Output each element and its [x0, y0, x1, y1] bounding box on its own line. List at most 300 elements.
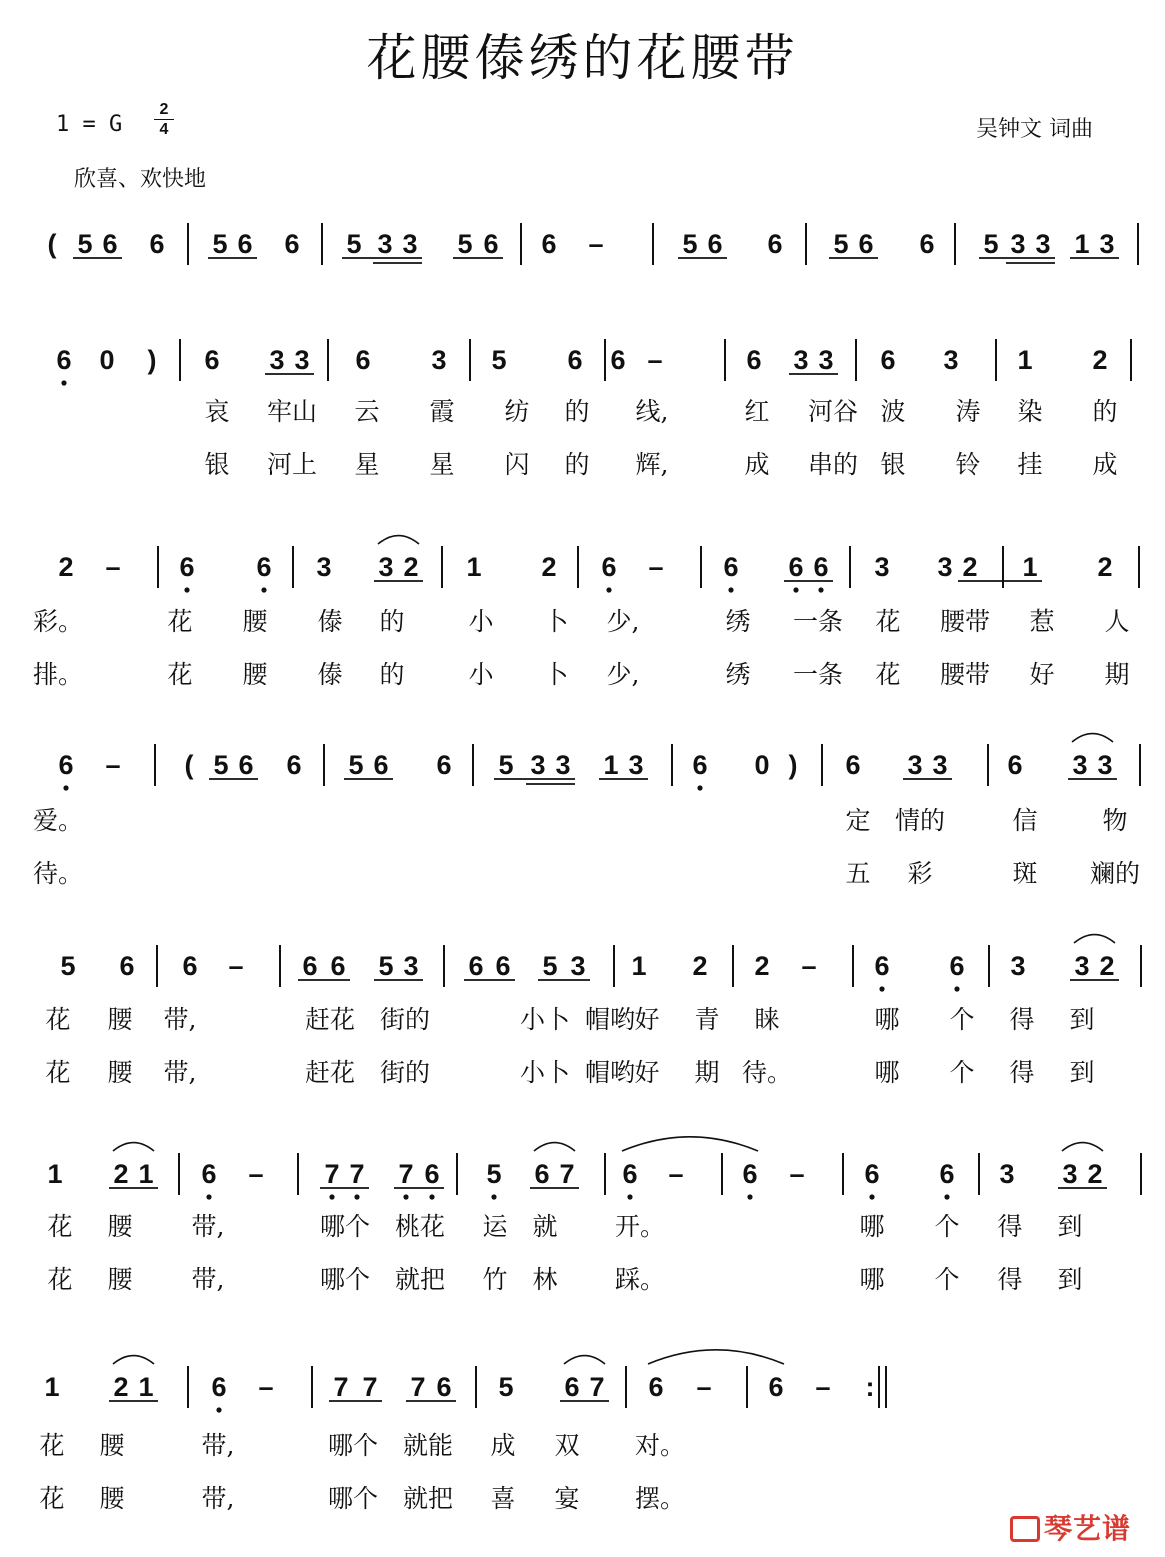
lyric-syllable: 就把 — [402, 1484, 454, 1513]
jianpu-note: 5 — [212, 229, 228, 259]
jianpu-note: 0 — [99, 345, 115, 375]
jianpu-note: 3 — [403, 951, 419, 981]
lyric-syllable: 闪 — [504, 450, 530, 479]
jianpu-note: 6 — [119, 951, 135, 981]
lyric-syllable: 卜 — [543, 660, 569, 689]
jianpu-note: 6 — [919, 229, 935, 259]
lyric-syllable: 腰带 — [939, 607, 991, 636]
jianpu-note: 3 — [1010, 229, 1026, 259]
octave-dot — [627, 1194, 632, 1199]
jianpu-note: 6 — [495, 951, 511, 981]
octave-dot — [184, 587, 189, 592]
slur-arc — [378, 536, 419, 544]
jianpu-note: 1 — [138, 1372, 154, 1402]
jianpu-note: 2 — [962, 552, 978, 582]
lyric-syllable: 腰 — [242, 660, 268, 689]
jianpu-note: 6 — [373, 750, 389, 780]
lyric-syllable: 得 — [997, 1212, 1023, 1241]
jianpu-note: 6 — [182, 951, 198, 981]
jianpu-note: 2 — [113, 1372, 129, 1402]
jianpu-note: 1 — [47, 1159, 63, 1189]
lyric-syllable: 个 — [949, 1058, 975, 1087]
jianpu-note: 6 — [874, 951, 890, 981]
lyric-syllable: 哪个 — [327, 1431, 379, 1460]
octave-dot — [403, 1194, 408, 1199]
lyric-syllable: 小 — [468, 607, 494, 636]
jianpu-note: 6 — [284, 229, 300, 259]
lyric-syllable: 波 — [880, 397, 906, 426]
lyric-syllable: 排。 — [32, 660, 84, 689]
jianpu-note: 6 — [179, 552, 195, 582]
author-credit: 吴钟文 词曲 — [976, 117, 1093, 142]
jianpu-note: 6 — [949, 951, 965, 981]
lyric-syllable: 期 — [1104, 660, 1130, 689]
jianpu-note: 6 — [541, 229, 557, 259]
jianpu-note: 5 — [498, 750, 514, 780]
lyric-syllable: 情的 — [894, 806, 946, 835]
octave-dot — [206, 1194, 211, 1199]
lyric-syllable: 花 — [39, 1484, 65, 1513]
lyric-syllable: 彩。 — [32, 607, 84, 636]
lyric-syllable: 人 — [1104, 607, 1130, 636]
lyric-syllable: 绣 — [725, 607, 751, 636]
lyric-syllable: 斑 — [1012, 859, 1038, 888]
lyric-syllable: 少, — [606, 607, 640, 636]
jianpu-note: 2 — [754, 951, 770, 981]
jianpu-note: 1 — [138, 1159, 154, 1189]
jianpu-note: 7 — [410, 1372, 426, 1402]
jianpu-note: 1 — [44, 1372, 60, 1402]
lyric-syllable: 花 — [47, 1212, 73, 1241]
jianpu-note: ) — [147, 345, 157, 375]
watermark-logo — [1010, 1507, 1131, 1547]
jianpu-note: 3 — [1062, 1159, 1078, 1189]
lyric-syllable: 爱。 — [32, 806, 84, 835]
lyric-syllable: 街的 — [379, 1058, 431, 1087]
lyric-syllable: 街的 — [379, 1005, 431, 1034]
lyric-syllable: 待。 — [741, 1058, 793, 1087]
time-signature-top: 2 — [159, 101, 169, 118]
lyric-syllable: 牢山 — [266, 397, 318, 426]
lyric-syllable: 花 — [45, 1005, 71, 1034]
jianpu-note: 6 — [880, 345, 896, 375]
jianpu-note: 1 — [1022, 552, 1038, 582]
jianpu-note: 3 — [1010, 951, 1026, 981]
lyric-syllable: 帽哟 — [584, 1058, 636, 1087]
lyric-syllable: 傣 — [317, 607, 343, 636]
jianpu-note: 3 — [402, 229, 418, 259]
lyric-syllable: 花 — [47, 1265, 73, 1294]
octave-dot — [63, 785, 68, 790]
jianpu-note: 7 — [559, 1159, 575, 1189]
octave-dot — [606, 587, 611, 592]
lyric-syllable: 花 — [875, 607, 901, 636]
jianpu-note: 2 — [58, 552, 74, 582]
lyric-syllable: 腰 — [107, 1212, 133, 1241]
jianpu-note: 1 — [1017, 345, 1033, 375]
jianpu-note: 6 — [768, 1372, 784, 1402]
lyric-syllable: 五 — [845, 859, 871, 888]
lyric-syllable: 得 — [1009, 1058, 1035, 1087]
jianpu-note: 6 — [238, 750, 254, 780]
lyric-syllable: 的 — [379, 607, 405, 636]
jianpu-note: 7 — [324, 1159, 340, 1189]
jianpu-note: 6 — [707, 229, 723, 259]
jianpu-note: – — [228, 951, 244, 981]
octave-dot — [491, 1194, 496, 1199]
lyric-syllable: 哪 — [859, 1212, 885, 1241]
lyric-syllable: 一条 — [792, 660, 844, 689]
lyric-syllable: 云 — [354, 397, 380, 426]
octave-dot — [329, 1194, 334, 1199]
jianpu-note: 6 — [424, 1159, 440, 1189]
logo-icon — [1010, 1516, 1040, 1542]
jianpu-note: 0 — [754, 750, 770, 780]
octave-dot — [697, 785, 702, 790]
lyric-syllable: 好 — [634, 1005, 660, 1034]
jianpu-note: 3 — [943, 345, 959, 375]
lyric-syllable: 挂 — [1017, 450, 1043, 479]
song-title: 花腰傣绣的花腰带 — [366, 29, 799, 87]
jianpu-note: – — [258, 1372, 274, 1402]
jianpu-note: 2 — [1087, 1159, 1103, 1189]
jianpu-note: 6 — [746, 345, 762, 375]
jianpu-note: 3 — [1035, 229, 1051, 259]
jianpu-note: 3 — [999, 1159, 1015, 1189]
lyric-syllable: 花 — [167, 607, 193, 636]
jianpu-note: 7 — [362, 1372, 378, 1402]
jianpu-note: 5 — [378, 951, 394, 981]
jianpu-note: 6 — [436, 1372, 452, 1402]
jianpu-note: 6 — [742, 1159, 758, 1189]
jianpu-note: 3 — [431, 345, 447, 375]
jianpu-note: – — [801, 951, 817, 981]
jianpu-note: 1 — [466, 552, 482, 582]
lyric-syllable: 得 — [997, 1265, 1023, 1294]
slur-arc — [1074, 935, 1115, 943]
jianpu-note: 6 — [483, 229, 499, 259]
jianpu-note: – — [105, 552, 121, 582]
lyric-syllable: 串的 — [807, 450, 859, 479]
jianpu-note: 5 — [346, 229, 362, 259]
jianpu-note: 6 — [622, 1159, 638, 1189]
lyric-syllable: 哪个 — [319, 1212, 371, 1241]
jianpu-note: 3 — [628, 750, 644, 780]
jianpu-note: 5 — [833, 229, 849, 259]
lyric-syllable: 待。 — [32, 859, 84, 888]
lyric-syllable: 好 — [1029, 660, 1055, 689]
lyric-syllable: 铃 — [955, 450, 981, 479]
jianpu-note: 3 — [378, 552, 394, 582]
lyric-syllable: 星 — [429, 450, 455, 479]
lyric-syllable: 傣 — [317, 660, 343, 689]
jianpu-note: 3 — [1097, 750, 1113, 780]
key-signature: 1 = G — [56, 112, 123, 137]
jianpu-note: 2 — [113, 1159, 129, 1189]
lyric-syllable: 青 — [694, 1005, 720, 1034]
jianpu-note: 3 — [555, 750, 571, 780]
lyric-syllable: 小卜 — [519, 1005, 571, 1034]
lyric-syllable: 花 — [39, 1431, 65, 1460]
lyric-syllable: 得 — [1009, 1005, 1035, 1034]
lyric-syllable: 腰 — [242, 607, 268, 636]
lyric-syllable: 腰带 — [939, 660, 991, 689]
jianpu-note: 3 — [1074, 951, 1090, 981]
octave-dot — [261, 587, 266, 592]
jianpu-note: 6 — [864, 1159, 880, 1189]
jianpu-note: 6 — [567, 345, 583, 375]
lyric-syllable: 哪个 — [327, 1484, 379, 1513]
jianpu-note: ) — [788, 750, 798, 780]
lyric-syllable: 哀 — [204, 397, 230, 426]
lyric-syllable: 到 — [1057, 1212, 1083, 1241]
lyric-syllable: 林 — [532, 1265, 558, 1294]
jianpu-note: 6 — [211, 1372, 227, 1402]
lyric-syllable: 花 — [875, 660, 901, 689]
jianpu-note: 6 — [256, 552, 272, 582]
jianpu-note: 1 — [1074, 229, 1090, 259]
lyric-syllable: 腰 — [99, 1484, 125, 1513]
jianpu-note: 5 — [491, 345, 507, 375]
time-signature-bottom: 4 — [159, 121, 169, 138]
jianpu-note: 5 — [682, 229, 698, 259]
jianpu-note: 2 — [1097, 552, 1113, 582]
jianpu-note: – — [588, 229, 604, 259]
lyric-syllable: 个 — [934, 1265, 960, 1294]
jianpu-note: 6 — [56, 345, 72, 375]
lyric-syllable: 腰 — [107, 1005, 133, 1034]
jianpu-note: 2 — [541, 552, 557, 582]
jianpu-note: 7 — [398, 1159, 414, 1189]
jianpu-note: 2 — [1099, 951, 1115, 981]
lyric-syllable: 期 — [694, 1058, 720, 1087]
lyric-syllable: 好 — [634, 1058, 660, 1087]
octave-dot — [728, 587, 733, 592]
lyric-syllable: 腰 — [99, 1431, 125, 1460]
jianpu-note: 6 — [939, 1159, 955, 1189]
jianpu-note: 5 — [213, 750, 229, 780]
octave-dot — [429, 1194, 434, 1199]
jianpu-note: 6 — [1007, 750, 1023, 780]
lyric-syllable: 红 — [744, 397, 770, 426]
lyric-syllable: 哪 — [859, 1265, 885, 1294]
lyric-syllable: 到 — [1069, 1058, 1095, 1087]
jianpu-note: – — [815, 1372, 831, 1402]
jianpu-note: 6 — [564, 1372, 580, 1402]
slur-arc — [564, 1356, 605, 1364]
lyric-syllable: 惹 — [1029, 607, 1055, 636]
lyric-syllable: 赶花 — [304, 1058, 356, 1087]
lyric-syllable: 花 — [167, 660, 193, 689]
lyric-syllable: 腰 — [107, 1265, 133, 1294]
jianpu-note: 5 — [348, 750, 364, 780]
slur-arc — [113, 1356, 154, 1364]
lyric-syllable: 踩。 — [614, 1265, 666, 1294]
lyric-syllable: 物 — [1102, 806, 1128, 835]
lyric-syllable: 喜 — [490, 1484, 516, 1513]
jianpu-note: – — [696, 1372, 712, 1402]
lyric-syllable: 信 — [1012, 806, 1038, 835]
jianpu-note: 5 — [498, 1372, 514, 1402]
jianpu-note: 6 — [601, 552, 617, 582]
octave-dot — [869, 1194, 874, 1199]
jianpu-note: 3 — [874, 552, 890, 582]
lyric-syllable: 小卜 — [519, 1058, 571, 1087]
jianpu-note: 1 — [631, 951, 647, 981]
slur-arc — [534, 1143, 575, 1151]
lyric-syllable: 涛 — [955, 397, 981, 426]
slur-arc — [622, 1137, 758, 1151]
jianpu-note: 6 — [468, 951, 484, 981]
octave-dot — [944, 1194, 949, 1199]
lyric-syllable: 线, — [635, 397, 669, 426]
jianpu-note: 6 — [692, 750, 708, 780]
jianpu-note: 6 — [534, 1159, 550, 1189]
jianpu-note: 5 — [77, 229, 93, 259]
lyric-syllable: 带, — [191, 1265, 225, 1294]
lyric-syllable: 辉, — [635, 450, 669, 479]
jianpu-note: – — [648, 552, 664, 582]
jianpu-note: 6 — [436, 750, 452, 780]
jianpu-note: 6 — [610, 345, 626, 375]
lyric-syllable: 成 — [744, 450, 770, 479]
octave-dot — [818, 587, 823, 592]
lyric-syllable: 的 — [1092, 397, 1118, 426]
lyric-syllable: 定 — [845, 806, 871, 835]
lyric-syllable: 运 — [482, 1212, 508, 1241]
lyric-syllable: 就能 — [402, 1431, 454, 1460]
lyric-syllable: 霞 — [429, 397, 455, 426]
jianpu-note: 3 — [932, 750, 948, 780]
watermark-text: 琴艺谱 — [1044, 1512, 1132, 1545]
lyric-syllable: 哪个 — [319, 1265, 371, 1294]
lyric-syllable: 桃花 — [394, 1212, 446, 1241]
jianpu-note: 6 — [204, 345, 220, 375]
slur-arc — [113, 1143, 154, 1151]
jianpu-note: 6 — [767, 229, 783, 259]
lyric-syllable: 腰 — [107, 1058, 133, 1087]
jianpu-note: ( — [47, 229, 57, 259]
octave-dot — [793, 587, 798, 592]
lyric-syllable: 纺 — [504, 397, 530, 426]
tempo-marking: 欣喜、欢快地 — [74, 167, 207, 192]
jianpu-note: 6 — [149, 229, 165, 259]
lyric-syllable: 星 — [354, 450, 380, 479]
lyric-syllable: 到 — [1057, 1265, 1083, 1294]
jianpu-note: : — [865, 1372, 875, 1402]
lyric-syllable: 带, — [201, 1431, 235, 1460]
jianpu-note: 3 — [269, 345, 285, 375]
jianpu-note: 6 — [813, 552, 829, 582]
lyric-syllable: 哪 — [874, 1005, 900, 1034]
lyric-syllable: 竹 — [482, 1265, 508, 1294]
jianpu-note: 6 — [286, 750, 302, 780]
jianpu-note: 3 — [316, 552, 332, 582]
jianpu-note: – — [248, 1159, 264, 1189]
jianpu-note: 6 — [302, 951, 318, 981]
lyric-syllable: 对。 — [634, 1431, 686, 1460]
lyric-syllable: 双 — [554, 1431, 580, 1460]
lyric-syllable: 带, — [191, 1212, 225, 1241]
lyric-syllable: 到 — [1069, 1005, 1095, 1034]
jianpu-note: 6 — [201, 1159, 217, 1189]
jianpu-note: – — [105, 750, 121, 780]
lyric-syllable: 宴 — [554, 1484, 580, 1513]
jianpu-note: 5 — [486, 1159, 502, 1189]
lyric-syllable: 个 — [934, 1212, 960, 1241]
jianpu-note: 6 — [788, 552, 804, 582]
jianpu-note: 2 — [1092, 345, 1108, 375]
jianpu-note: 3 — [907, 750, 923, 780]
jianpu-note: 6 — [648, 1372, 664, 1402]
lyric-syllable: 河上 — [266, 450, 318, 479]
octave-dot — [879, 986, 884, 991]
lyric-syllable: 带, — [163, 1058, 197, 1087]
jianpu-note: 6 — [355, 345, 371, 375]
jianpu-note: 7 — [349, 1159, 365, 1189]
octave-dot — [61, 380, 66, 385]
lyric-syllable: 开。 — [614, 1212, 666, 1241]
jianpu-note: 1 — [603, 750, 619, 780]
jianpu-note: 3 — [530, 750, 546, 780]
jianpu-note: 3 — [294, 345, 310, 375]
lyric-syllable: 的 — [379, 660, 405, 689]
jianpu-note: 5 — [983, 229, 999, 259]
octave-dot — [954, 986, 959, 991]
lyric-syllable: 就 — [532, 1212, 558, 1241]
slur-arc — [648, 1350, 784, 1364]
lyric-syllable: 斓的 — [1089, 859, 1141, 888]
lyric-syllable: 小 — [468, 660, 494, 689]
octave-dot — [216, 1407, 221, 1412]
jianpu-note: – — [647, 345, 663, 375]
lyric-syllable: 哪 — [874, 1058, 900, 1087]
jianpu-note: ( — [184, 750, 194, 780]
lyric-syllable: 银 — [204, 450, 230, 479]
lyric-syllable: 带, — [163, 1005, 197, 1034]
lyric-syllable: 带, — [201, 1484, 235, 1513]
lyric-syllable: 就把 — [394, 1265, 446, 1294]
lyric-syllable: 个 — [949, 1005, 975, 1034]
lyric-syllable: 的 — [564, 397, 590, 426]
jianpu-note: 3 — [377, 229, 393, 259]
jianpu-note: 3 — [793, 345, 809, 375]
jianpu-note: 6 — [330, 951, 346, 981]
jianpu-note: 6 — [845, 750, 861, 780]
octave-dot — [354, 1194, 359, 1199]
jianpu-note: 6 — [102, 229, 118, 259]
jianpu-note: 2 — [692, 951, 708, 981]
jianpu-note: 6 — [723, 552, 739, 582]
slur-arc — [1072, 734, 1113, 742]
lyric-syllable: 河谷 — [807, 397, 859, 426]
jianpu-note: 3 — [570, 951, 586, 981]
jianpu-note: 5 — [457, 229, 473, 259]
lyric-syllable: 帽哟 — [584, 1005, 636, 1034]
jianpu-note: 5 — [60, 951, 76, 981]
lyric-syllable: 的 — [564, 450, 590, 479]
jianpu-note: 3 — [1099, 229, 1115, 259]
jianpu-note: 3 — [818, 345, 834, 375]
lyric-syllable: 成 — [490, 1431, 516, 1460]
jianpu-note: 2 — [403, 552, 419, 582]
lyric-syllable: 少, — [606, 660, 640, 689]
lyric-syllable: 成 — [1092, 450, 1118, 479]
lyric-syllable: 染 — [1017, 397, 1043, 426]
jianpu-note: 7 — [333, 1372, 349, 1402]
jianpu-note: 3 — [1072, 750, 1088, 780]
lyric-syllable: 银 — [880, 450, 906, 479]
